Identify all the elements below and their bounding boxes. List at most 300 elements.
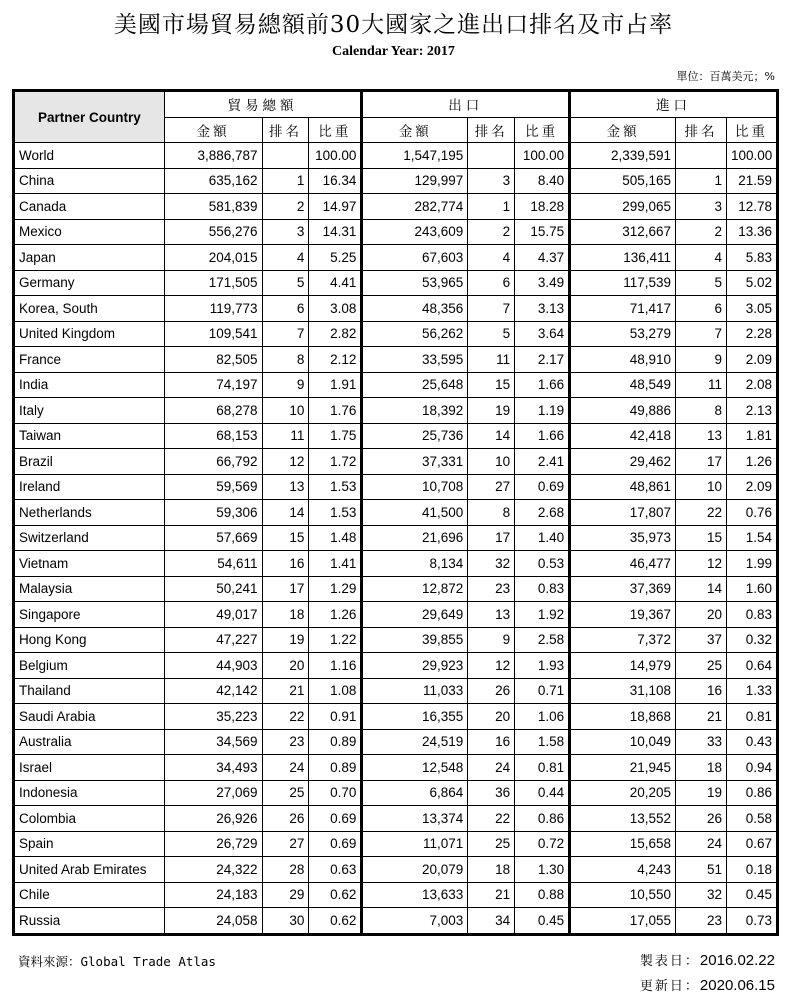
total-share: 1.22 [309,627,362,653]
total-rank: 8 [262,347,309,373]
import-rank: 19 [676,780,727,806]
export-amount: 7,003 [362,908,468,935]
country-name: United Arab Emirates [14,857,165,883]
total-share: 1.41 [309,551,362,577]
export-rank: 20 [468,704,515,730]
export-amount: 13,374 [362,806,468,832]
total-amount: 24,322 [164,857,262,883]
export-rank: 7 [468,296,515,322]
export-rank: 16 [468,729,515,755]
country-name: India [14,372,165,398]
import-amount: 2,339,591 [570,143,676,169]
import-rank: 3 [676,194,727,220]
country-name: Colombia [14,806,165,832]
table-row [14,831,778,857]
calendar-year: Calendar Year: 2017 [332,44,455,59]
export-rank: 6 [468,270,515,296]
export-amount: 20,079 [362,857,468,883]
total-amount: 581,839 [164,194,262,220]
country-name: Brazil [14,449,165,475]
import-rank: 24 [676,831,727,857]
import-amount: 13,552 [570,806,676,832]
import-rank: 13 [676,423,727,449]
export-share: 0.53 [515,551,570,577]
export-amount: 21,696 [362,525,468,551]
import-share: 2.09 [726,474,777,500]
total-amount: 47,227 [164,627,262,653]
country-name: Malaysia [14,576,165,602]
import-share: 5.83 [726,245,777,271]
total-amount: 34,569 [164,729,262,755]
total-amount: 26,729 [164,831,262,857]
total-amount: 57,669 [164,525,262,551]
import-share: 3.05 [726,296,777,322]
total-amount: 556,276 [164,219,262,245]
table-row [14,729,778,755]
import-amount: 49,886 [570,398,676,424]
export-share: 0.72 [515,831,570,857]
group-header-total: 貿易總額 [164,91,362,118]
total-amount: 49,017 [164,602,262,628]
total-amount: 109,541 [164,321,262,347]
table-row [14,500,778,526]
table-row [14,423,778,449]
export-rank: 10 [468,449,515,475]
import-share: 0.81 [726,704,777,730]
import-share: 0.67 [726,831,777,857]
export-rank: 25 [468,831,515,857]
import-amount: 21,945 [570,755,676,781]
country-name: Mexico [14,219,165,245]
export-amount: 12,548 [362,755,468,781]
export-share: 0.45 [515,908,570,935]
total-amount: 82,505 [164,347,262,373]
total-amount: 27,069 [164,780,262,806]
import-share: 0.83 [726,602,777,628]
table-row [14,576,778,602]
total-rank: 12 [262,449,309,475]
total-rank: 29 [262,882,309,908]
total-amount: 74,197 [164,372,262,398]
export-share: 1.92 [515,602,570,628]
country-name: Singapore [14,602,165,628]
import-amount: 19,367 [570,602,676,628]
total-share: 0.89 [309,755,362,781]
total-rank: 7 [262,321,309,347]
export-share: 1.66 [515,372,570,398]
import-share: 0.76 [726,500,777,526]
total-rank: 11 [262,423,309,449]
total-amount: 59,306 [164,500,262,526]
import-rank: 15 [676,525,727,551]
total-amount: 635,162 [164,168,262,194]
import-amount: 35,973 [570,525,676,551]
export-share: 1.93 [515,653,570,679]
total-rank: 27 [262,831,309,857]
table-row [14,857,778,883]
total-share: 0.69 [309,806,362,832]
export-rank: 21 [468,882,515,908]
import-rank: 17 [676,449,727,475]
export-share: 0.88 [515,882,570,908]
export-amount: 13,633 [362,882,468,908]
export-rank: 34 [468,908,515,935]
sub-header-rank: 排名 [468,117,515,143]
import-amount: 18,868 [570,704,676,730]
table-row [14,168,778,194]
export-rank: 22 [468,806,515,832]
import-share: 12.78 [726,194,777,220]
import-rank: 14 [676,576,727,602]
import-share: 0.73 [726,908,777,935]
import-share: 0.58 [726,806,777,832]
total-share: 0.69 [309,831,362,857]
export-share: 0.86 [515,806,570,832]
export-share: 2.41 [515,449,570,475]
export-amount: 53,965 [362,270,468,296]
total-amount: 66,792 [164,449,262,475]
export-rank: 9 [468,627,515,653]
import-share: 2.13 [726,398,777,424]
export-rank: 13 [468,602,515,628]
export-rank: 14 [468,423,515,449]
table-row [14,602,778,628]
import-rank: 51 [676,857,727,883]
export-share: 0.71 [515,678,570,704]
total-share: 2.12 [309,347,362,373]
total-amount: 3,886,787 [164,143,262,169]
sub-header-amount: 金額 [570,117,676,143]
export-amount: 25,736 [362,423,468,449]
export-amount: 1,547,195 [362,143,468,169]
total-amount: 24,183 [164,882,262,908]
total-rank: 21 [262,678,309,704]
total-share: 4.41 [309,270,362,296]
table-row [14,194,778,220]
import-share: 1.26 [726,449,777,475]
country-name: Australia [14,729,165,755]
total-rank: 20 [262,653,309,679]
import-amount: 312,667 [570,219,676,245]
import-amount: 10,049 [570,729,676,755]
total-share: 1.53 [309,474,362,500]
country-name: Switzerland [14,525,165,551]
table-row [14,678,778,704]
country-name: France [14,347,165,373]
import-rank: 1 [676,168,727,194]
import-share: 0.18 [726,857,777,883]
export-share: 18.28 [515,194,570,220]
import-rank: 20 [676,602,727,628]
import-rank: 10 [676,474,727,500]
total-share: 0.91 [309,704,362,730]
total-rank: 24 [262,755,309,781]
import-amount: 505,165 [570,168,676,194]
country-name: Russia [14,908,165,935]
export-amount: 18,392 [362,398,468,424]
export-rank: 27 [468,474,515,500]
table-row [14,296,778,322]
total-rank: 13 [262,474,309,500]
table-row [14,627,778,653]
total-rank: 16 [262,551,309,577]
total-rank: 22 [262,704,309,730]
import-rank: 8 [676,398,727,424]
export-rank: 5 [468,321,515,347]
export-rank: 4 [468,245,515,271]
import-rank: 2 [676,219,727,245]
table-row [14,449,778,475]
export-amount: 41,500 [362,500,468,526]
export-amount: 29,649 [362,602,468,628]
export-amount: 11,033 [362,678,468,704]
total-share: 1.91 [309,372,362,398]
import-amount: 42,418 [570,423,676,449]
total-amount: 119,773 [164,296,262,322]
total-share: 14.97 [309,194,362,220]
table-row [14,347,778,373]
table-row [14,321,778,347]
total-rank: 5 [262,270,309,296]
updated-date-value: 2020.06.15 [699,977,775,994]
import-amount: 20,205 [570,780,676,806]
data-source: 資料來源：Global Trade Atlas [18,954,216,969]
total-share: 1.48 [309,525,362,551]
export-share: 2.58 [515,627,570,653]
page-title: 美國市場貿易總額前30大國家之進出口排名及市占率 [113,12,674,38]
export-rank: 26 [468,678,515,704]
total-share: 100.00 [309,143,362,169]
table-row [14,219,778,245]
country-name: China [14,168,165,194]
country-name: Vietnam [14,551,165,577]
import-amount: 10,550 [570,882,676,908]
import-share: 13.36 [726,219,777,245]
export-share: 3.13 [515,296,570,322]
total-share: 1.29 [309,576,362,602]
sub-header-share: 比重 [309,117,362,143]
total-amount: 68,278 [164,398,262,424]
import-share: 1.60 [726,576,777,602]
export-rank: 18 [468,857,515,883]
total-rank: 4 [262,245,309,271]
country-name: Spain [14,831,165,857]
export-amount: 129,997 [362,168,468,194]
import-amount: 31,108 [570,678,676,704]
total-share: 1.75 [309,423,362,449]
group-header-import: 進口 [570,91,778,118]
sub-header-rank: 排名 [676,117,727,143]
table-row [14,372,778,398]
updated-date-label: 更新日： [639,979,700,994]
group-header-export: 出口 [362,91,570,118]
import-amount: 48,549 [570,372,676,398]
country-name: Indonesia [14,780,165,806]
import-rank: 11 [676,372,727,398]
total-amount: 54,611 [164,551,262,577]
import-share: 0.43 [726,729,777,755]
total-amount: 204,015 [164,245,262,271]
trade-table [12,89,779,936]
sub-header-share: 比重 [515,117,570,143]
export-amount: 37,331 [362,449,468,475]
import-rank: 7 [676,321,727,347]
import-share: 5.02 [726,270,777,296]
table-row [14,755,778,781]
table-row [14,525,778,551]
export-amount: 10,708 [362,474,468,500]
country-name: Thailand [14,678,165,704]
export-share: 1.40 [515,525,570,551]
sub-header-amount: 金額 [164,117,262,143]
export-amount: 8,134 [362,551,468,577]
total-rank: 17 [262,576,309,602]
total-amount: 26,926 [164,806,262,832]
total-amount: 34,493 [164,755,262,781]
import-share: 100.00 [726,143,777,169]
country-name: Israel [14,755,165,781]
import-rank: 37 [676,627,727,653]
export-share: 4.37 [515,245,570,271]
export-amount: 11,071 [362,831,468,857]
import-rank: 18 [676,755,727,781]
table-body [14,143,778,935]
import-rank: 6 [676,296,727,322]
table-row [14,882,778,908]
country-name: Germany [14,270,165,296]
total-rank: 3 [262,219,309,245]
import-share: 0.64 [726,653,777,679]
export-share: 3.49 [515,270,570,296]
export-rank: 36 [468,780,515,806]
export-amount: 48,356 [362,296,468,322]
export-rank: 1 [468,194,515,220]
import-rank: 32 [676,882,727,908]
table-row [14,398,778,424]
export-share: 0.83 [515,576,570,602]
total-share: 0.70 [309,780,362,806]
export-share: 1.30 [515,857,570,883]
export-amount: 282,774 [362,194,468,220]
export-share: 2.17 [515,347,570,373]
import-share: 0.32 [726,627,777,653]
total-rank: 23 [262,729,309,755]
import-rank: 23 [676,908,727,935]
country-name: World [14,143,165,169]
export-amount: 243,609 [362,219,468,245]
import-amount: 48,910 [570,347,676,373]
export-amount: 33,595 [362,347,468,373]
import-amount: 7,372 [570,627,676,653]
sub-header-rank: 排名 [262,117,309,143]
total-share: 5.25 [309,245,362,271]
sub-header-share: 比重 [726,117,777,143]
import-share: 0.86 [726,780,777,806]
total-amount: 59,569 [164,474,262,500]
import-rank: 26 [676,806,727,832]
export-rank: 19 [468,398,515,424]
country-name: Japan [14,245,165,271]
export-share: 2.68 [515,500,570,526]
total-amount: 24,058 [164,908,262,935]
total-share: 14.31 [309,219,362,245]
total-rank [262,143,309,169]
export-amount: 39,855 [362,627,468,653]
total-rank: 30 [262,908,309,935]
export-rank: 15 [468,372,515,398]
import-rank: 22 [676,500,727,526]
total-rank: 15 [262,525,309,551]
total-rank: 28 [262,857,309,883]
export-rank: 24 [468,755,515,781]
total-rank: 2 [262,194,309,220]
import-amount: 53,279 [570,321,676,347]
import-amount: 37,369 [570,576,676,602]
export-rank: 8 [468,500,515,526]
table-row [14,474,778,500]
import-share: 1.81 [726,423,777,449]
country-name: Hong Kong [14,627,165,653]
total-share: 0.63 [309,857,362,883]
partner-country-header: Partner Country [14,91,165,143]
import-rank: 9 [676,347,727,373]
total-share: 0.62 [309,882,362,908]
country-name: Chile [14,882,165,908]
import-share: 1.33 [726,678,777,704]
import-share: 2.28 [726,321,777,347]
updated-date [640,975,775,994]
import-share: 2.08 [726,372,777,398]
total-share: 1.08 [309,678,362,704]
total-rank: 1 [262,168,309,194]
export-share: 1.58 [515,729,570,755]
import-share: 1.54 [726,525,777,551]
country-name: Italy [14,398,165,424]
table-row [14,806,778,832]
total-share: 3.08 [309,296,362,322]
export-amount: 16,355 [362,704,468,730]
export-amount: 67,603 [362,245,468,271]
export-amount: 29,923 [362,653,468,679]
total-share: 1.26 [309,602,362,628]
import-rank: 33 [676,729,727,755]
country-name: Korea, South [14,296,165,322]
import-amount: 29,462 [570,449,676,475]
import-share: 0.45 [726,882,777,908]
export-rank: 11 [468,347,515,373]
import-rank: 4 [676,245,727,271]
export-amount: 12,872 [362,576,468,602]
import-share: 1.99 [726,551,777,577]
export-rank: 17 [468,525,515,551]
made-date-value: 2016.02.22 [699,952,775,969]
export-rank: 23 [468,576,515,602]
export-amount: 25,648 [362,372,468,398]
total-share: 16.34 [309,168,362,194]
export-share: 1.19 [515,398,570,424]
import-amount: 136,411 [570,245,676,271]
export-share: 0.69 [515,474,570,500]
made-date [640,950,775,969]
total-share: 1.16 [309,653,362,679]
import-share: 21.59 [726,168,777,194]
unit-note: 單位：百萬美元；% [676,70,775,83]
table-row [14,143,778,169]
total-rank: 6 [262,296,309,322]
total-amount: 50,241 [164,576,262,602]
total-rank: 18 [262,602,309,628]
sub-header-amount: 金額 [362,117,468,143]
